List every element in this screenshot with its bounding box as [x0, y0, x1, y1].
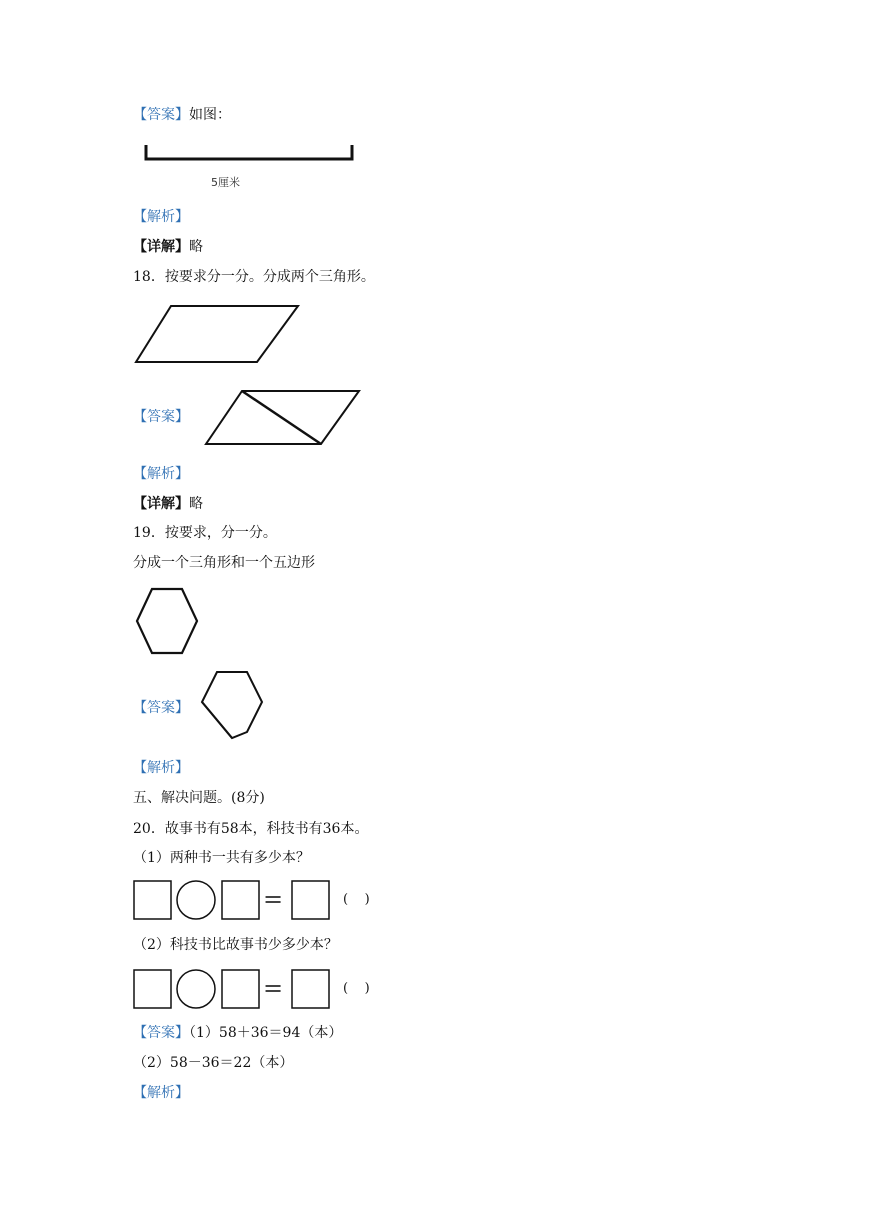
q20-answer-tag: 【答案】 — [133, 1025, 189, 1041]
q20-part1: （1）两种书一共有多少本？ — [133, 850, 310, 866]
q20-part2-box-a — [134, 970, 171, 1008]
q17-answer-text: 如图： — [189, 107, 231, 123]
q20-part2-operator-circle — [177, 970, 215, 1008]
q19-answer-cut-line — [202, 702, 232, 738]
q17-answer-tag: 【答案】 — [133, 107, 189, 123]
q20-part2-box-result — [292, 970, 329, 1008]
q20-part2-equals: = — [263, 974, 284, 1002]
q18-parallelogram — [136, 306, 298, 362]
q20-part2-box-b — [222, 970, 259, 1008]
q19-hexagon-figure — [130, 585, 205, 660]
q17-segment-label: 5厘米 — [211, 176, 240, 189]
q17-detail-text: 略 — [189, 239, 203, 255]
q19-prompt: 19．按要求，分一分。 — [133, 525, 277, 541]
q20-part2-equation-frame — [133, 969, 333, 1011]
q20-answer-1: （1）58＋36＝94（本） — [189, 1025, 343, 1041]
q17-segment-line — [146, 145, 352, 159]
q19-answer-tag: 【答案】 — [133, 700, 189, 716]
q20-part2: （2）科技书比故事书少多少本？ — [133, 937, 338, 953]
q20-part1-unit-paren: ( ) — [343, 892, 370, 907]
q18-prompt: 18．按要求分一分。分成两个三角形。 — [133, 269, 375, 285]
q20-prompt: 20．故事书有58本，科技书有36本。 — [133, 821, 369, 837]
q20-analysis-tag: 【解析】 — [133, 1085, 189, 1101]
q18-detail-text: 略 — [189, 496, 203, 512]
q20-part1-box-b — [222, 881, 259, 919]
q19-analysis-tag: 【解析】 — [133, 760, 189, 776]
q18-parallelogram-figure — [130, 300, 310, 370]
q17-detail-line — [133, 237, 203, 257]
q19-answer-hexagon — [202, 672, 262, 738]
q18-answer-figure — [200, 385, 370, 450]
q20-part2-unit-paren: ( ) — [343, 981, 370, 996]
q20-part1-box-result — [292, 881, 329, 919]
q17-answer-line — [133, 105, 231, 125]
q18-analysis-tag: 【解析】 — [133, 466, 189, 482]
section5-heading: 五、解决问题。(8分) — [133, 790, 265, 806]
q20-part1-box-a — [134, 881, 171, 919]
q17-analysis-tag: 【解析】 — [133, 209, 189, 225]
q18-answer-diagonal — [242, 391, 321, 444]
q20-part1-equals: = — [263, 885, 284, 913]
q19-answer-figure — [195, 668, 270, 743]
q18-answer-tag: 【答案】 — [133, 409, 189, 425]
q20-part1-operator-circle — [177, 881, 215, 919]
q17-segment-figure — [140, 140, 360, 196]
q19-hexagon — [137, 589, 197, 653]
q20-answer-line-1 — [133, 1023, 342, 1043]
q18-detail-tag: 【详解】 — [133, 496, 189, 512]
q19-instruction: 分成一个三角形和一个五边形 — [133, 555, 315, 571]
q20-answer-2: （2）58－36＝22（本） — [133, 1055, 294, 1071]
q20-part1-equation-frame — [133, 880, 333, 922]
q18-detail-line — [133, 494, 203, 514]
q17-detail-tag: 【详解】 — [133, 239, 189, 255]
